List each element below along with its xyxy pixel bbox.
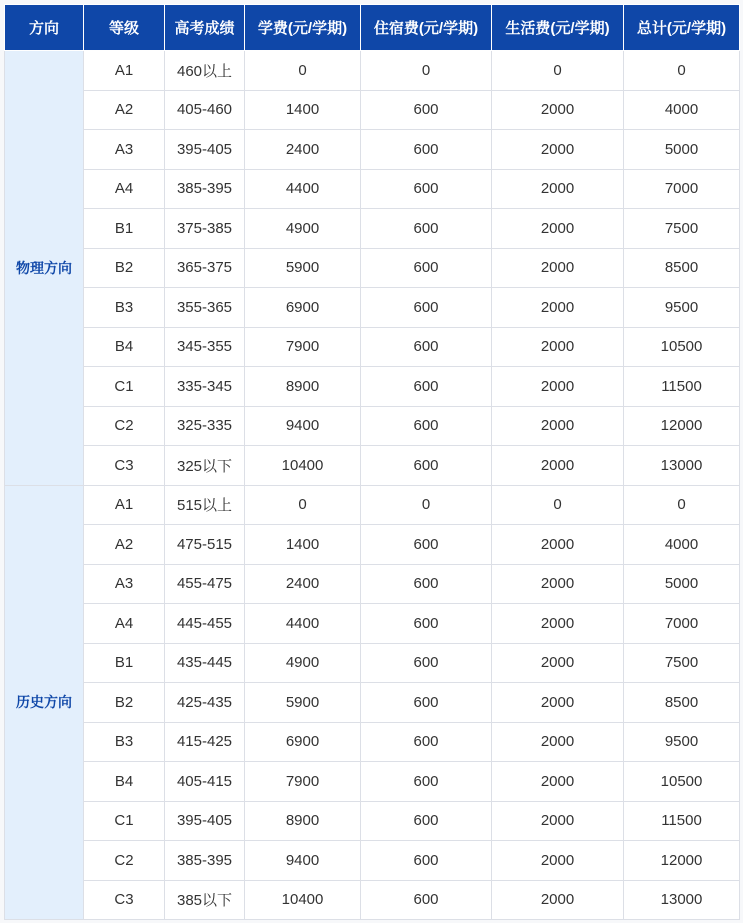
total-cell: 9500: [624, 288, 740, 328]
table-body: [5, 51, 740, 920]
grade-cell: C3: [84, 446, 165, 486]
total-cell: 13000: [624, 446, 740, 486]
accommodation-cell: 600: [361, 367, 492, 407]
score-cell: 335-345: [165, 367, 245, 407]
grade-cell: B1: [84, 209, 165, 249]
tuition-cell: 8900: [245, 367, 361, 407]
table-row: [5, 51, 740, 91]
grade-cell: B3: [84, 722, 165, 762]
table-row: [5, 604, 740, 644]
grade-cell: A4: [84, 604, 165, 644]
accommodation-cell: 600: [361, 406, 492, 446]
tuition-cell: 9400: [245, 841, 361, 881]
tuition-cell: 2400: [245, 564, 361, 604]
score-cell: 385-395: [165, 841, 245, 881]
score-cell: 375-385: [165, 209, 245, 249]
grade-cell: A2: [84, 90, 165, 130]
score-cell: 460以上: [165, 51, 245, 91]
accommodation-cell: 600: [361, 90, 492, 130]
accommodation-cell: 600: [361, 762, 492, 802]
table-row: [5, 643, 740, 683]
accommodation-cell: 0: [361, 485, 492, 525]
accommodation-cell: 600: [361, 169, 492, 209]
total-cell: 7500: [624, 643, 740, 683]
tuition-cell: 1400: [245, 525, 361, 565]
header-living: 生活费(元/学期): [492, 5, 624, 51]
table-row: [5, 485, 740, 525]
total-cell: 9500: [624, 722, 740, 762]
total-cell: 4000: [624, 525, 740, 565]
direction-cell: 物理方向: [5, 51, 84, 486]
total-cell: 11500: [624, 367, 740, 407]
score-cell: 385以下: [165, 880, 245, 920]
accommodation-cell: 600: [361, 604, 492, 644]
living-cell: 2000: [492, 248, 624, 288]
accommodation-cell: 600: [361, 446, 492, 486]
living-cell: 2000: [492, 564, 624, 604]
grade-cell: C2: [84, 841, 165, 881]
living-cell: 0: [492, 51, 624, 91]
accommodation-cell: 600: [361, 288, 492, 328]
total-cell: 13000: [624, 880, 740, 920]
total-cell: 7500: [624, 209, 740, 249]
score-cell: 515以上: [165, 485, 245, 525]
accommodation-cell: 600: [361, 130, 492, 170]
table-row: [5, 327, 740, 367]
accommodation-cell: 600: [361, 248, 492, 288]
tuition-cell: 8900: [245, 801, 361, 841]
table-row: [5, 564, 740, 604]
table-row: [5, 130, 740, 170]
accommodation-cell: 600: [361, 564, 492, 604]
total-cell: 5000: [624, 564, 740, 604]
living-cell: 0: [492, 485, 624, 525]
grade-cell: A1: [84, 51, 165, 91]
tuition-cell: 10400: [245, 446, 361, 486]
header-tuition: 学费(元/学期): [245, 5, 361, 51]
living-cell: 2000: [492, 643, 624, 683]
table-row: [5, 841, 740, 881]
accommodation-cell: 600: [361, 722, 492, 762]
table-row: [5, 722, 740, 762]
grade-cell: B4: [84, 327, 165, 367]
header-total: 总计(元/学期): [624, 5, 740, 51]
living-cell: 2000: [492, 446, 624, 486]
score-cell: 385-395: [165, 169, 245, 209]
tuition-cell: 7900: [245, 762, 361, 802]
grade-cell: A4: [84, 169, 165, 209]
living-cell: 2000: [492, 841, 624, 881]
tuition-cell: 7900: [245, 327, 361, 367]
total-cell: 12000: [624, 406, 740, 446]
score-cell: 415-425: [165, 722, 245, 762]
score-cell: 405-415: [165, 762, 245, 802]
grade-cell: B1: [84, 643, 165, 683]
tuition-cell: 2400: [245, 130, 361, 170]
total-cell: 8500: [624, 683, 740, 723]
table-row: [5, 801, 740, 841]
table-row: [5, 880, 740, 920]
table-row: [5, 525, 740, 565]
living-cell: 2000: [492, 525, 624, 565]
score-cell: 355-365: [165, 288, 245, 328]
total-cell: 0: [624, 485, 740, 525]
direction-cell: 历史方向: [5, 485, 84, 920]
table-row: [5, 406, 740, 446]
accommodation-cell: 600: [361, 327, 492, 367]
grade-cell: C2: [84, 406, 165, 446]
tuition-cell: 4900: [245, 643, 361, 683]
score-cell: 435-445: [165, 643, 245, 683]
living-cell: 2000: [492, 288, 624, 328]
accommodation-cell: 600: [361, 525, 492, 565]
tuition-cell: 4400: [245, 169, 361, 209]
living-cell: 2000: [492, 169, 624, 209]
accommodation-cell: 600: [361, 841, 492, 881]
score-cell: 345-355: [165, 327, 245, 367]
header-score: 高考成绩: [165, 5, 245, 51]
table-row: [5, 762, 740, 802]
table-row: [5, 169, 740, 209]
grade-cell: C1: [84, 801, 165, 841]
accommodation-cell: 600: [361, 801, 492, 841]
total-cell: 10500: [624, 762, 740, 802]
living-cell: 2000: [492, 90, 624, 130]
accommodation-cell: 600: [361, 209, 492, 249]
living-cell: 2000: [492, 604, 624, 644]
total-cell: 7000: [624, 169, 740, 209]
total-cell: 10500: [624, 327, 740, 367]
table-row: [5, 288, 740, 328]
score-cell: 325-335: [165, 406, 245, 446]
accommodation-cell: 600: [361, 643, 492, 683]
score-cell: 395-405: [165, 801, 245, 841]
header-accommodation: 住宿费(元/学期): [361, 5, 492, 51]
total-cell: 11500: [624, 801, 740, 841]
tuition-cell: 4900: [245, 209, 361, 249]
grade-cell: A3: [84, 564, 165, 604]
living-cell: 2000: [492, 683, 624, 723]
living-cell: 2000: [492, 880, 624, 920]
fee-table: [4, 4, 740, 920]
score-cell: 475-515: [165, 525, 245, 565]
total-cell: 5000: [624, 130, 740, 170]
grade-cell: B3: [84, 288, 165, 328]
tuition-cell: 1400: [245, 90, 361, 130]
accommodation-cell: 0: [361, 51, 492, 91]
accommodation-cell: 600: [361, 683, 492, 723]
living-cell: 2000: [492, 801, 624, 841]
tuition-cell: 9400: [245, 406, 361, 446]
living-cell: 2000: [492, 722, 624, 762]
tuition-cell: 10400: [245, 880, 361, 920]
tuition-cell: 6900: [245, 722, 361, 762]
header-direction: 方向: [5, 5, 84, 51]
living-cell: 2000: [492, 762, 624, 802]
grade-cell: C1: [84, 367, 165, 407]
table-row: [5, 248, 740, 288]
tuition-cell: 4400: [245, 604, 361, 644]
total-cell: 4000: [624, 90, 740, 130]
living-cell: 2000: [492, 209, 624, 249]
grade-cell: B2: [84, 248, 165, 288]
grade-cell: B4: [84, 762, 165, 802]
total-cell: 0: [624, 51, 740, 91]
grade-cell: A3: [84, 130, 165, 170]
tuition-cell: 0: [245, 485, 361, 525]
header-grade: 等级: [84, 5, 165, 51]
living-cell: 2000: [492, 327, 624, 367]
tuition-cell: 0: [245, 51, 361, 91]
table-row: [5, 209, 740, 249]
score-cell: 455-475: [165, 564, 245, 604]
tuition-cell: 5900: [245, 683, 361, 723]
table-row: [5, 683, 740, 723]
grade-cell: A1: [84, 485, 165, 525]
score-cell: 325以下: [165, 446, 245, 486]
table-row: [5, 446, 740, 486]
header-row: [5, 5, 740, 51]
grade-cell: C3: [84, 880, 165, 920]
total-cell: 8500: [624, 248, 740, 288]
total-cell: 7000: [624, 604, 740, 644]
table-row: [5, 367, 740, 407]
living-cell: 2000: [492, 130, 624, 170]
score-cell: 425-435: [165, 683, 245, 723]
grade-cell: B2: [84, 683, 165, 723]
score-cell: 405-460: [165, 90, 245, 130]
tuition-cell: 6900: [245, 288, 361, 328]
total-cell: 12000: [624, 841, 740, 881]
accommodation-cell: 600: [361, 880, 492, 920]
score-cell: 365-375: [165, 248, 245, 288]
living-cell: 2000: [492, 367, 624, 407]
living-cell: 2000: [492, 406, 624, 446]
score-cell: 445-455: [165, 604, 245, 644]
grade-cell: A2: [84, 525, 165, 565]
table-row: [5, 90, 740, 130]
tuition-cell: 5900: [245, 248, 361, 288]
score-cell: 395-405: [165, 130, 245, 170]
